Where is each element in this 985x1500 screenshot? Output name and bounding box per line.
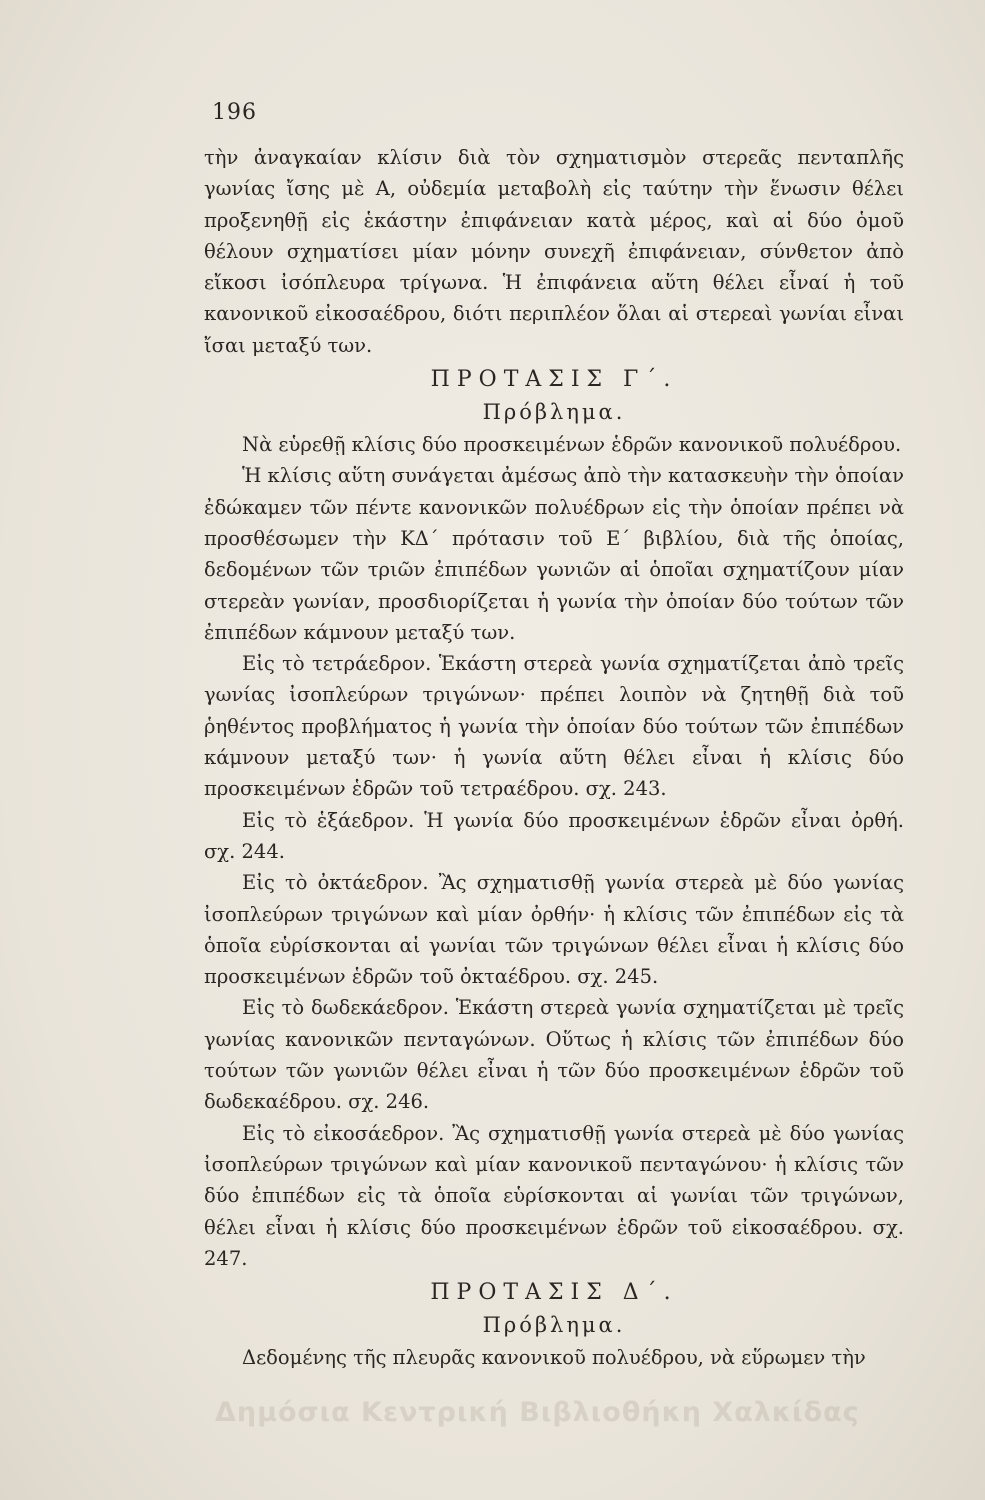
paragraph: Δεδομένης τῆς πλευρᾶς κανονικοῦ πολυέδρου, νὰ εὕρωμεν τὴν — [242, 1346, 866, 1370]
paragraph: Εἰς τὸ ὀκτάεδρον. Ἂς σχηματισθῇ γωνία στερεὰ μὲ δύο γωνίας ἰσοπλεύρων τριγώνων καὶ μίαν ὀρθήν· ἡ κλίσις τῶν ἐπιπέδων εἰς τὰ ὁποῖα εὑρίσκονται αἱ γωνίαι τῶν τριγώνων θέλει εἶναι ἡ κλίσις δύο προσκειμένων ἑδρῶν τοῦ ὀκταέδρου. σχ. 245. — [204, 871, 904, 989]
problem-subheading: Πρόβλημα. — [482, 400, 626, 425]
paragraph: Εἰς τὸ τετράεδρον. Ἑκάστη στερεὰ γωνία σχηματίζεται ἀπὸ τρεῖς γωνίας ἰσοπλεύρων τριγώνων· πρέπει λοιπὸν νὰ ζητηθῇ διὰ τοῦ ῥηθέντος προβλήματος ἡ γωνία τὴν ὁποίαν δύο τούτων τῶν ἐπιπέδων κάμνουν μεταξύ των· ἡ γωνία αὕτη θέλει εἶναι ἡ κλίσις δύο προσκειμένων ἑδρῶν τοῦ τετραέδρου. σχ. 243. — [204, 652, 904, 801]
proposition-heading: ΠΡΟΤΑΣΙΣ Δ΄. — [430, 1280, 678, 1306]
paragraph: Νὰ εὑρεθῇ κλίσις δύο προσκειμένων ἑδρῶν κανονικοῦ πολυέδρου. — [242, 433, 902, 457]
paragraph: Εἰς τὸ εἰκοσάεδρον. Ἂς σχηματισθῇ γωνία στερεὰ μὲ δύο γωνίας ἰσοπλεύρων τριγώνων καὶ μίαν κανονικοῦ πενταγώνου· ἡ κλίσις τῶν δύο ἐπιπέδων εἰς τὰ ὁποῖα εὑρίσκονται αἱ γωνίαι τῶν τριγώνων, θέλει εἶναι ἡ κλίσις δύο προσκειμένων ἑδρῶν τοῦ εἰκοσαέδρου. σχ. 247. — [204, 1121, 904, 1270]
library-watermark: Δημόσια Κεντρική Βιβλιοθήκη Χαλκίδας — [215, 1397, 860, 1428]
problem-subheading: Πρόβλημα. — [482, 1313, 626, 1338]
page-text — [204, 142, 904, 1373]
paragraph: Ἡ κλίσις αὕτη συνάγεται ἀμέσως ἀπὸ τὴν κατασκευὴν τὴν ὁποίαν ἐδώκαμεν τῶν πέντε κανονικῶν πολυέδρων εἰς τὴν ὁποίαν πρέπει νὰ προσθέσωμεν τὴν ΚΔ΄ πρότασιν τοῦ Ε΄ βιβλίου, διὰ τῆς ὁποίας, δεδομένων τῶν τριῶν ἐπιπέδων γωνιῶν αἱ ὁποῖαι σχηματίζουν μίαν στερεὰν γωνίαν, προσδιορίζεται ἡ γωνία τὴν ὁποίαν δύο τούτων τῶν ἐπιπέδων κάμνουν μεταξύ των. — [204, 464, 904, 644]
paragraph: Εἰς τὸ δωδεκάεδρον. Ἑκάστη στερεὰ γωνία σχηματίζεται μὲ τρεῖς γωνίας κανονικῶν πενταγώνων. Οὕτως ἡ κλίσις τῶν ἐπιπέδων δύο τούτων τῶν γωνιῶν θέλει εἶναι ἡ τῶν δύο προσκειμένων ἑδρῶν τοῦ δωδεκαέδρου. σχ. 246. — [204, 996, 904, 1114]
paragraph: τὴν ἀναγκαίαν κλίσιν διὰ τὸν σχηματισμὸν στερεᾶς πενταπλῆς γωνίας ἴσης μὲ Α, οὐδεμία μεταβολὴ εἰς ταύτην τὴν ἕνωσιν θέλει προξενηθῇ εἰς ἑκάστην ἐπιφάνειαν κατὰ μέρος, καὶ αἱ δύο ὁμοῦ θέλουν σχηματίσει μίαν μόνην συνεχῆ ἐπιφάνειαν, σύνθετον ἀπὸ εἴκοσι ἰσόπλευρα τρίγωνα. Ἡ ἐπιφάνεια αὕτη θέλει εἶναί ἡ τοῦ κανονικοῦ εἰκοσαέδρου, διότι περιπλέον ὅλαι αἱ στερεαὶ γωνίαι εἶναι ἴσαι μεταξύ των. — [204, 146, 904, 357]
page-number: 196 — [212, 100, 257, 125]
paragraph: Εἰς τὸ ἑξάεδρον. Ἡ γωνία δύο προσκειμένων ἑδρῶν εἶναι ὀρθή. σχ. 244. — [204, 808, 904, 863]
proposition-heading: ΠΡΟΤΑΣΙΣ Γ΄. — [430, 367, 678, 393]
